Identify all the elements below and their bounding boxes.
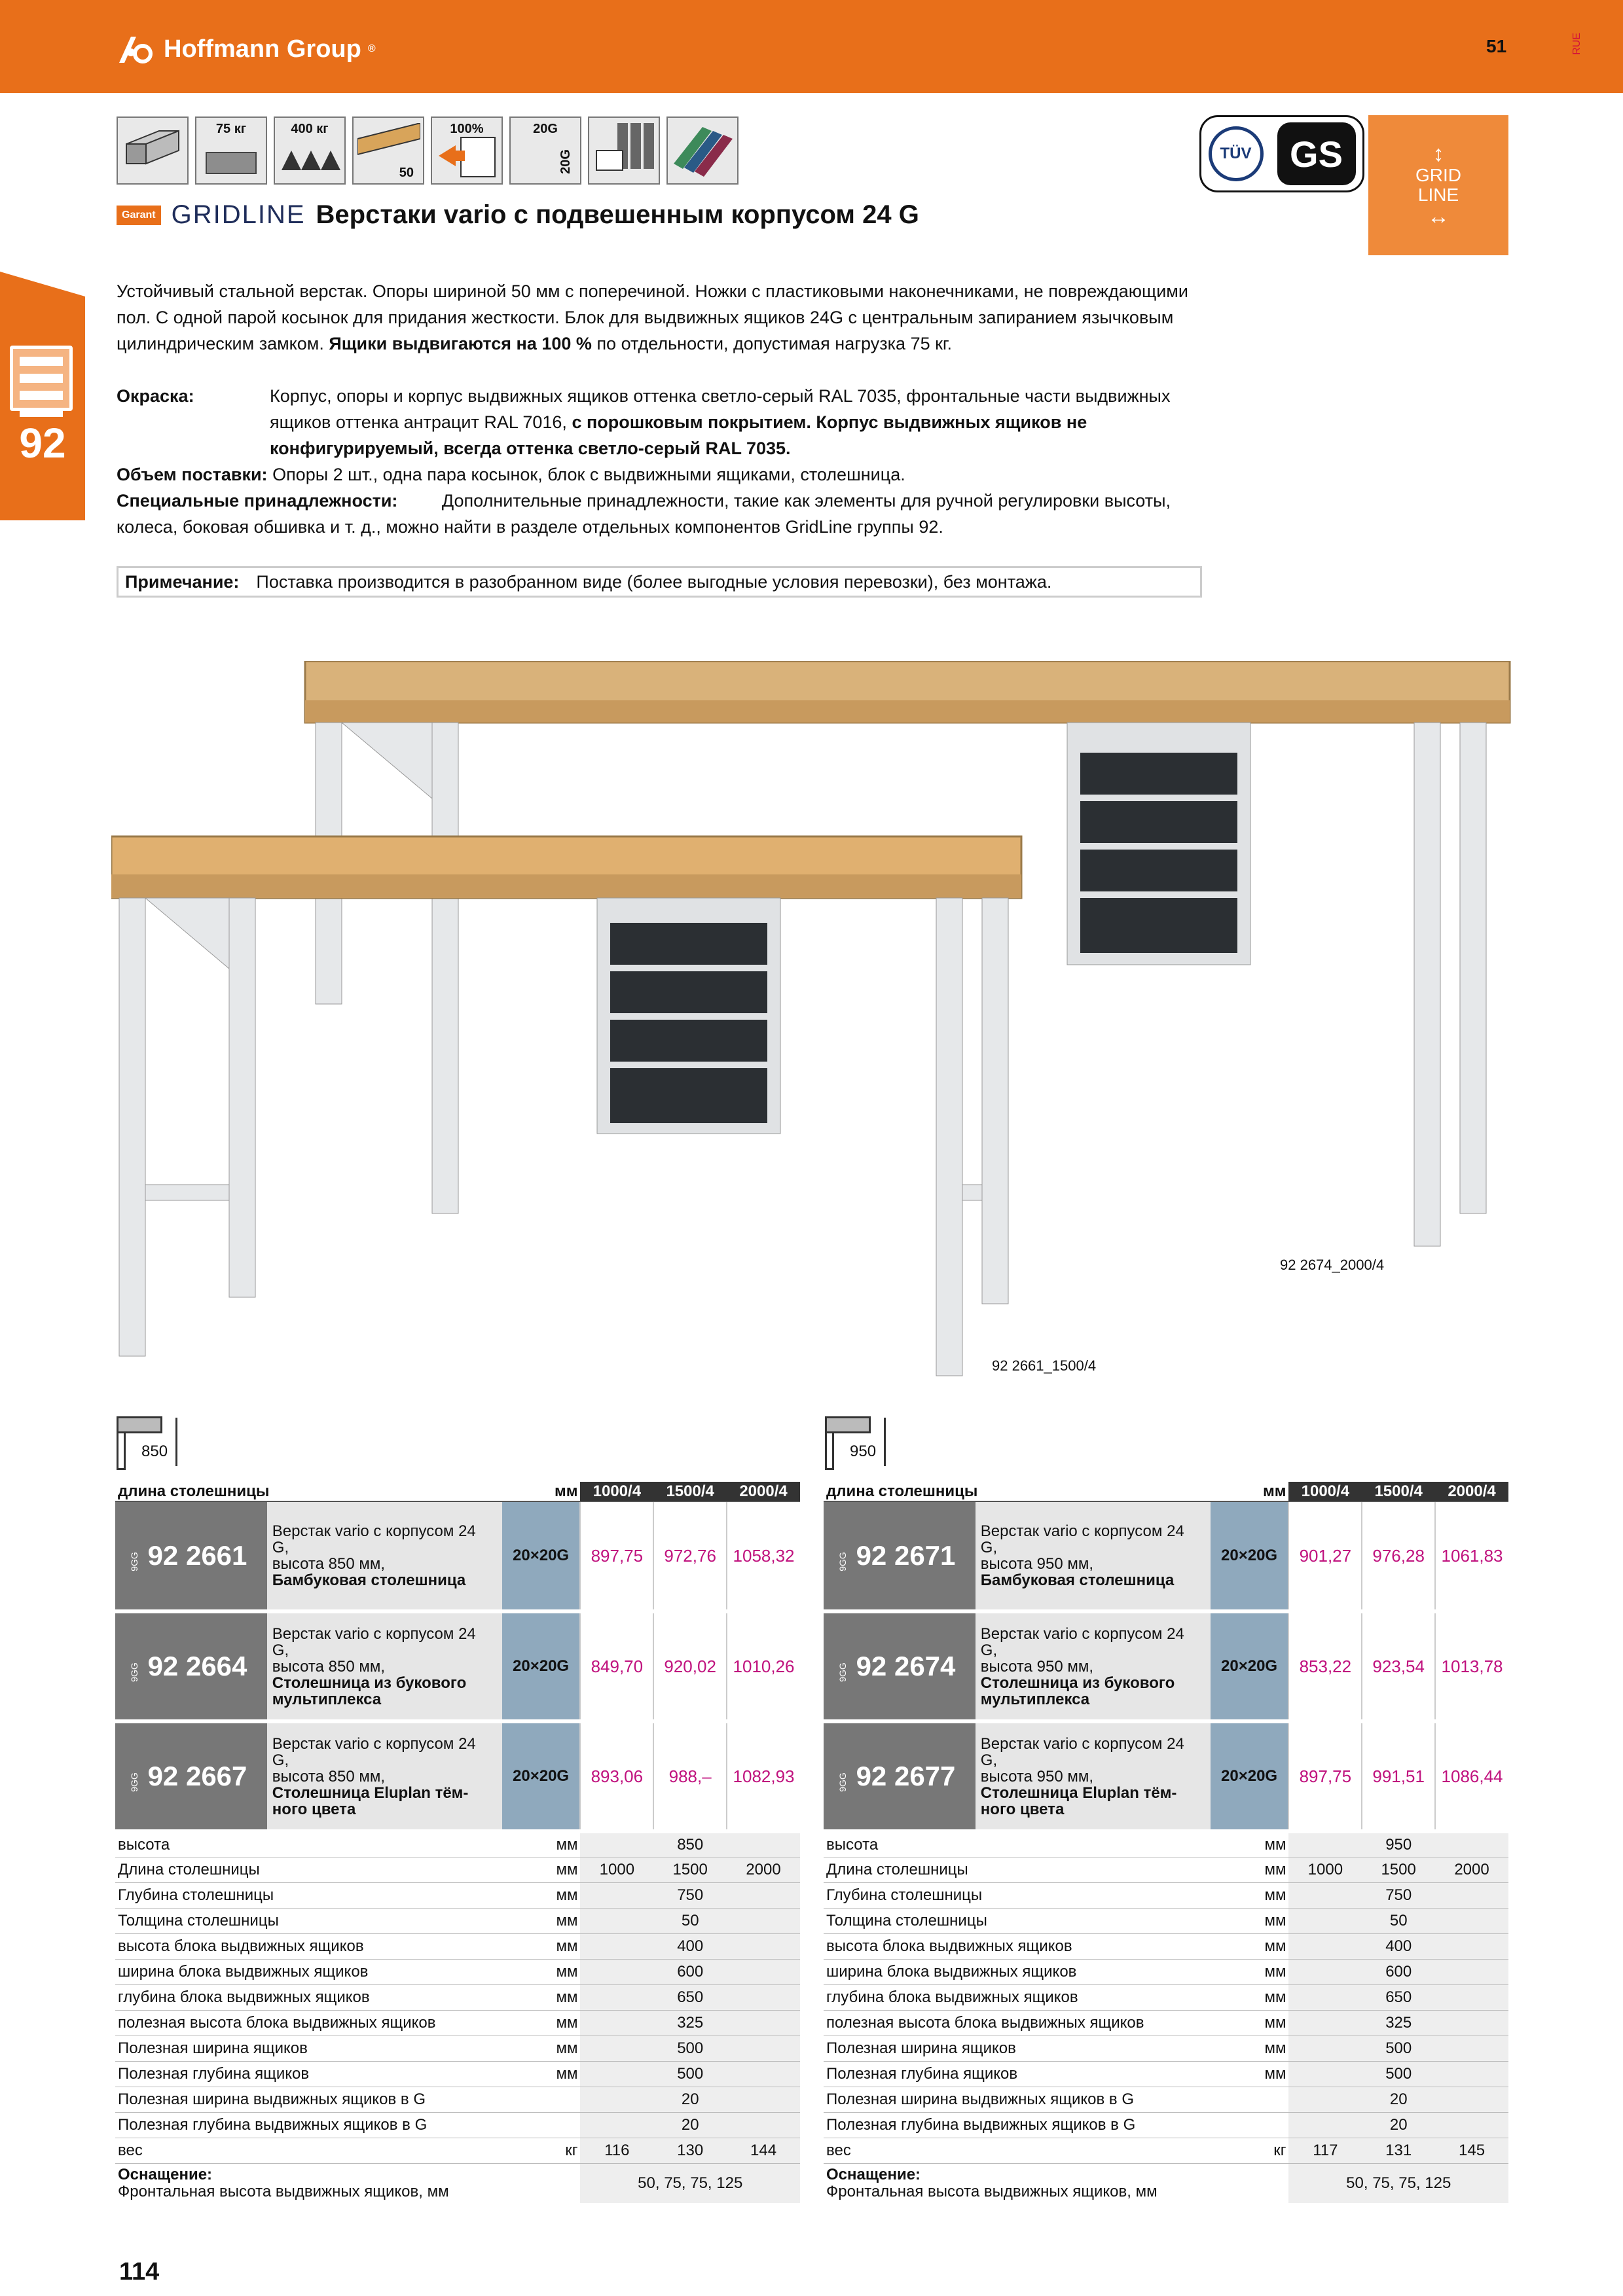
price: 897,75 bbox=[580, 1501, 653, 1611]
product-row[interactable]: 9GG 92 2671 Верстак vario с корпусом 24 G, высота 950 мм, Бамбуковая столешница 20×20G 901,27 976,28 1061,83 bbox=[824, 1501, 1508, 1611]
spec-row: Полезная глубина выдвижных ящиков в G 20 bbox=[824, 2112, 1508, 2138]
article-number: 92 2671 bbox=[856, 1540, 956, 1571]
price: 988,– bbox=[653, 1721, 727, 1831]
gridline-logo: GRIDLINE bbox=[171, 200, 306, 229]
brand-mark: ® bbox=[367, 43, 376, 54]
spec-row: Толщина столешницы мм 50 bbox=[115, 1908, 800, 1933]
price: 923,54 bbox=[1362, 1611, 1435, 1721]
workbench-illustration bbox=[111, 661, 1539, 1388]
price: 1010,26 bbox=[727, 1611, 800, 1721]
product-description: Устойчивый стальной верстак. Опоры шириной 50 мм с поперечиной. Ножки с пластиковыми наконечниками, не повреждающими пол. С одной парой косынок для придания жесткости. Блок для выдвижных ящиков 24G с центральным запиранием язычковым цилиндрическим замком. Ящики выдвигаются на 100 % по отдельности, допустимая нагрузка 75 кг. bbox=[117, 281, 1188, 353]
language-code: RUE bbox=[1571, 33, 1582, 55]
grid-size-icon: 20G 20G bbox=[509, 117, 581, 185]
product-row[interactable]: 9GG 92 2674 Верстак vario с корпусом 24 G, высота 950 мм, Столешница из букового мультиплекса 20×20G 853,22 923,54 1013,78 bbox=[824, 1611, 1508, 1721]
spec-row: Длина столешницы мм 1000 1500 2000 bbox=[115, 1857, 800, 1882]
spec-row: высота мм 950 bbox=[824, 1831, 1508, 1857]
price: 853,22 bbox=[1288, 1611, 1362, 1721]
price: 1058,32 bbox=[727, 1501, 800, 1611]
spec-row: вес кг 116 130 144 bbox=[115, 2138, 800, 2163]
equipment-row: Оснащение: Фронтальная высота выдвижных ящиков, мм 50, 75, 75, 125 bbox=[824, 2163, 1508, 2203]
spec-row: Глубина столешницы мм 750 bbox=[824, 1882, 1508, 1908]
brand-name: Hoffmann Group bbox=[164, 35, 361, 63]
price: 1013,78 bbox=[1435, 1611, 1508, 1721]
spec-row: вес кг 117 131 145 bbox=[824, 2138, 1508, 2163]
worktop-thickness-icon: 50 bbox=[352, 117, 424, 185]
height-850-icon: 850 bbox=[117, 1414, 182, 1470]
central-lock-icon bbox=[588, 117, 660, 185]
table-850 bbox=[115, 1414, 800, 2203]
spec-row: глубина блока выдвижных ящиков мм 650 bbox=[824, 1984, 1508, 2010]
table-load-icon: 400 кг bbox=[274, 117, 346, 185]
spec-row: Полезная ширина выдвижных ящиков в G 20 bbox=[824, 2087, 1508, 2112]
full-extension-icon: 100% bbox=[431, 117, 503, 185]
article-number: 92 2677 bbox=[856, 1761, 956, 1791]
hoffmann-logo[interactable] bbox=[117, 33, 376, 65]
article-number: 92 2664 bbox=[147, 1651, 247, 1681]
drawer-cabinet-icon bbox=[10, 346, 73, 411]
price: 849,70 bbox=[580, 1611, 653, 1721]
price: 901,27 bbox=[1288, 1501, 1362, 1611]
front-workbench bbox=[111, 836, 1021, 1376]
accessories-section: Специальные принадлежности: Дополнительные принадлежности, такие как элементы для ручной регулировки высоты, колеса, боковая обшивка и т. д., можно найти в разделе отдельных компонентов GridLine группы 92. bbox=[117, 491, 1171, 537]
price: 893,06 bbox=[580, 1721, 653, 1831]
spec-row: Глубина столешницы мм 750 bbox=[115, 1882, 800, 1908]
spec-row: Полезная глубина ящиков мм 500 bbox=[824, 2061, 1508, 2087]
price: 920,02 bbox=[653, 1611, 727, 1721]
price: 991,51 bbox=[1362, 1721, 1435, 1831]
gridline-badge: ↕ GRID LINE ↔ bbox=[1368, 115, 1508, 255]
spec-row: Полезная глубина выдвижных ящиков в G 20 bbox=[115, 2112, 800, 2138]
product-row[interactable]: 9GG 92 2667 Верстак vario с корпусом 24 G, высота 850 мм, Столешница Eluplan тёмного цвета 20×20G 893,06 988,– 1082,93 bbox=[115, 1721, 800, 1831]
price: 976,28 bbox=[1362, 1501, 1435, 1611]
caption-front: 92 2661_1500/4 bbox=[992, 1357, 1097, 1374]
gs-seal-icon: GS bbox=[1277, 122, 1356, 185]
color-swatches-icon bbox=[666, 117, 739, 185]
tuv-gs-certification bbox=[1199, 115, 1364, 192]
spec-row: полезная высота блока выдвижных ящиков мм 325 bbox=[824, 2010, 1508, 2036]
spec-row: высота блока выдвижных ящиков мм 400 bbox=[824, 1933, 1508, 1959]
price: 1061,83 bbox=[1435, 1501, 1508, 1611]
drawer-load-icon: 75 кг bbox=[195, 117, 267, 185]
note-box bbox=[117, 566, 1202, 598]
price: 1086,44 bbox=[1435, 1721, 1508, 1831]
table-header: длина столешницы мм 1000/4 1500/4 2000/4 bbox=[115, 1482, 800, 1501]
spec-row: высота мм 850 bbox=[115, 1831, 800, 1857]
table-header: длина столешницы мм 1000/4 1500/4 2000/4 bbox=[824, 1482, 1508, 1501]
table-950 bbox=[824, 1414, 1508, 2203]
price: 972,76 bbox=[653, 1501, 727, 1611]
spec-row: Длина столешницы мм 1000 1500 2000 bbox=[824, 1857, 1508, 1882]
product-row[interactable]: 9GG 92 2677 Верстак vario с корпусом 24 G, высота 950 мм, Столешница Eluplan тёмного цвета 20×20G 897,75 991,51 1086,44 bbox=[824, 1721, 1508, 1831]
height-950-icon: 950 bbox=[825, 1414, 890, 1470]
page-number-bottom: 114 bbox=[119, 2258, 160, 2286]
spec-row: ширина блока выдвижных ящиков мм 600 bbox=[824, 1959, 1508, 1984]
back-workbench bbox=[305, 661, 1510, 1246]
page-number-top: 51 bbox=[1486, 36, 1507, 56]
product-heading bbox=[117, 200, 919, 230]
scope-section: Объем поставки: Опоры 2 шт., одна пара косынок, блок с выдвижными ящиками, столешница. bbox=[117, 465, 905, 484]
page-title: Верстаки vario с подвешенным корпусом 24 G bbox=[316, 200, 919, 229]
article-number: 92 2661 bbox=[147, 1540, 247, 1571]
product-row[interactable]: 9GG 92 2664 Верстак vario с корпусом 24 G, высота 850 мм, Столешница из букового мультиплекса 20×20G 849,70 920,02 1010,26 bbox=[115, 1611, 800, 1721]
equipment-row: Оснащение: Фронтальная высота выдвижных ящиков, мм 50, 75, 75, 125 bbox=[115, 2163, 800, 2203]
spec-row: глубина блока выдвижных ящиков мм 650 bbox=[115, 1984, 800, 2010]
article-number: 92 2674 bbox=[856, 1651, 956, 1681]
article-number: 92 2667 bbox=[147, 1761, 247, 1791]
spec-row: полезная высота блока выдвижных ящиков мм 325 bbox=[115, 2010, 800, 2036]
paint-section: Окраска: Корпус, опоры и корпус выдвижных ящиков оттенка светло-серый RAL 7035, фронтальные части выдвижных ящиков оттенка антрацит RAL 7016, с порошковым покрытием. Корпус выдвижных ящиков не конфигурируемый, всегда оттенка светло-серый RAL 7035. bbox=[117, 386, 1171, 458]
caption-back: 92 2674_2000/4 bbox=[1280, 1257, 1385, 1273]
price: 897,75 bbox=[1288, 1721, 1362, 1831]
product-row[interactable]: 9GG 92 2661 Верстак vario с корпусом 24 G, высота 850 мм, Бамбуковая столешница 20×20G 897,75 972,76 1058,32 bbox=[115, 1501, 800, 1611]
spec-row: Полезная ширина ящиков мм 500 bbox=[115, 2036, 800, 2061]
spec-row: Полезная глубина ящиков мм 500 bbox=[115, 2061, 800, 2087]
section-number: 92 bbox=[19, 420, 66, 467]
note-text: Поставка производится в разобранном виде (более выгодные условия перевозки), без монтажа. bbox=[256, 572, 1052, 592]
price: 1082,93 bbox=[727, 1721, 800, 1831]
spec-row: Толщина столешницы мм 50 bbox=[824, 1908, 1508, 1933]
garant-logo: Garant bbox=[117, 206, 161, 225]
spec-row: высота блока выдвижных ящиков мм 400 bbox=[115, 1933, 800, 1959]
spec-row: Полезная ширина ящиков мм 500 bbox=[824, 2036, 1508, 2061]
tuv-seal-icon: TÜV bbox=[1209, 126, 1264, 181]
note-label: Примечание: bbox=[125, 572, 240, 592]
spec-row: Полезная ширина выдвижных ящиков в G 20 bbox=[115, 2087, 800, 2112]
tube-profile-icon bbox=[117, 117, 189, 185]
spec-row: ширина блока выдвижных ящиков мм 600 bbox=[115, 1959, 800, 1984]
hoffmann-logo-icon bbox=[117, 33, 157, 65]
